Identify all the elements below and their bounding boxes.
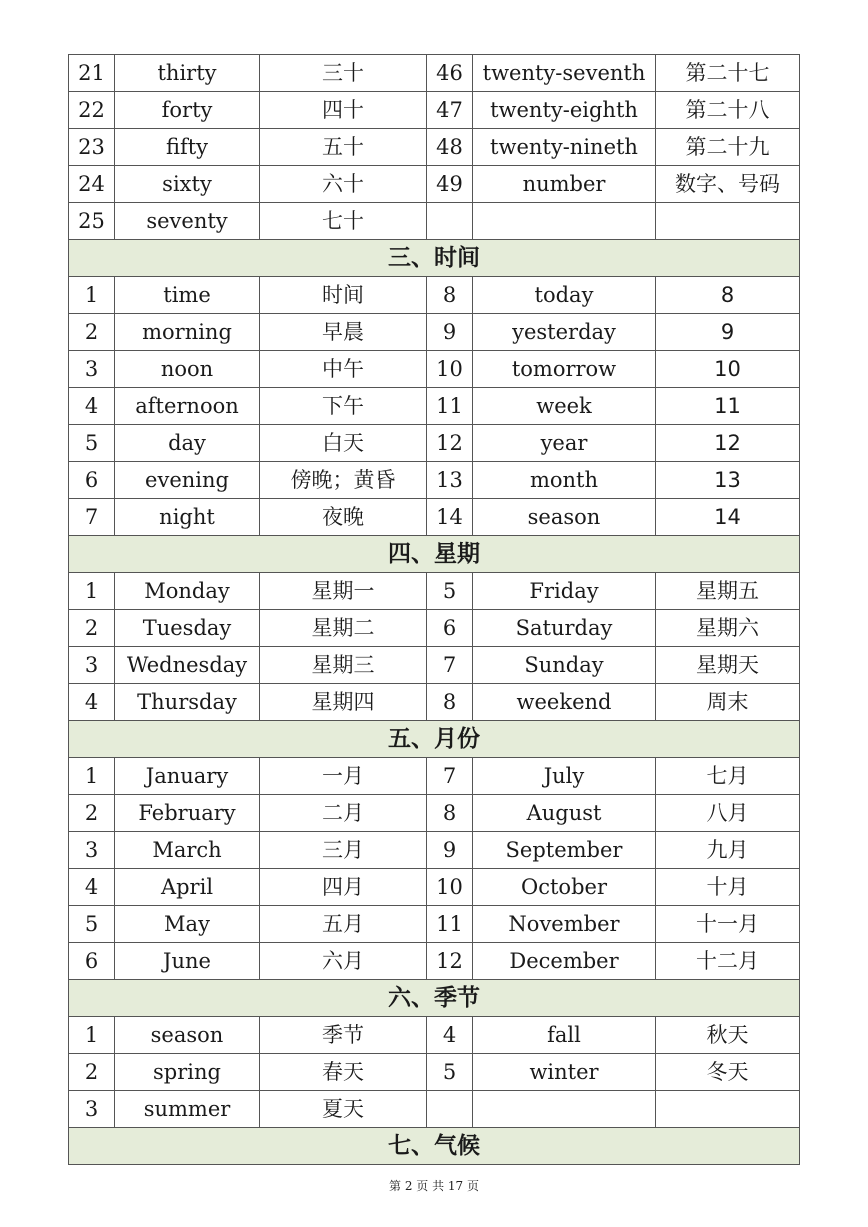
chinese-cell: 四月 (260, 869, 427, 906)
table-row (69, 1091, 800, 1128)
index-cell: 12 (427, 943, 473, 980)
table-row (69, 647, 800, 684)
index-cell: 11 (427, 906, 473, 943)
index-cell: 5 (427, 573, 473, 610)
chinese-cell: 六月 (260, 943, 427, 980)
table-row (69, 277, 800, 314)
english-cell: March (115, 832, 260, 869)
index-cell: 8 (427, 684, 473, 721)
vocabulary-table (68, 54, 800, 1165)
chinese-cell: 冬天 (656, 1054, 800, 1091)
english-cell: thirty (115, 55, 260, 92)
english-cell: Tuesday (115, 610, 260, 647)
index-cell: 24 (69, 166, 115, 203)
chinese-cell: 五十 (260, 129, 427, 166)
table-row (69, 462, 800, 499)
english-cell: January (115, 758, 260, 795)
english-cell (473, 1091, 656, 1128)
chinese-cell: 10 (656, 351, 800, 388)
english-cell: November (473, 906, 656, 943)
table-row (69, 499, 800, 536)
table-row (69, 943, 800, 980)
table-row (69, 684, 800, 721)
english-cell: August (473, 795, 656, 832)
english-cell: winter (473, 1054, 656, 1091)
chinese-cell: 12 (656, 425, 800, 462)
chinese-cell: 14 (656, 499, 800, 536)
english-cell (473, 203, 656, 240)
table-row (69, 55, 800, 92)
index-cell: 8 (427, 277, 473, 314)
chinese-cell: 二月 (260, 795, 427, 832)
index-cell: 11 (427, 388, 473, 425)
index-cell: 2 (69, 314, 115, 351)
chinese-cell: 五月 (260, 906, 427, 943)
table-row (69, 388, 800, 425)
chinese-cell (656, 203, 800, 240)
english-cell: weekend (473, 684, 656, 721)
table-row (69, 795, 800, 832)
chinese-cell: 春天 (260, 1054, 427, 1091)
chinese-cell: 第二十九 (656, 129, 800, 166)
index-cell: 3 (69, 1091, 115, 1128)
index-cell: 10 (427, 869, 473, 906)
english-cell: June (115, 943, 260, 980)
index-cell: 7 (69, 499, 115, 536)
index-cell: 48 (427, 129, 473, 166)
chinese-cell: 第二十七 (656, 55, 800, 92)
section-header-row (69, 240, 800, 277)
table-row (69, 573, 800, 610)
chinese-cell: 数字、号码 (656, 166, 800, 203)
chinese-cell (656, 1091, 800, 1128)
english-cell: year (473, 425, 656, 462)
table-row (69, 314, 800, 351)
index-cell: 21 (69, 55, 115, 92)
english-cell: today (473, 277, 656, 314)
chinese-cell: 九月 (656, 832, 800, 869)
index-cell: 8 (427, 795, 473, 832)
english-cell: tomorrow (473, 351, 656, 388)
chinese-cell: 周末 (656, 684, 800, 721)
chinese-cell: 第二十八 (656, 92, 800, 129)
index-cell: 25 (69, 203, 115, 240)
chinese-cell: 夏天 (260, 1091, 427, 1128)
english-cell: Friday (473, 573, 656, 610)
english-cell: number (473, 166, 656, 203)
index-cell: 6 (427, 610, 473, 647)
english-cell: Monday (115, 573, 260, 610)
chinese-cell: 星期二 (260, 610, 427, 647)
chinese-cell: 星期四 (260, 684, 427, 721)
english-cell: Saturday (473, 610, 656, 647)
chinese-cell: 秋天 (656, 1017, 800, 1054)
chinese-cell: 星期天 (656, 647, 800, 684)
english-cell: twenty-eighth (473, 92, 656, 129)
english-cell: February (115, 795, 260, 832)
index-cell: 5 (69, 425, 115, 462)
english-cell: December (473, 943, 656, 980)
table-row (69, 610, 800, 647)
section-header-row (69, 721, 800, 758)
english-cell: summer (115, 1091, 260, 1128)
english-cell: October (473, 869, 656, 906)
section-title: 四、星期 (69, 536, 800, 573)
index-cell: 6 (69, 943, 115, 980)
section-title: 七、气候 (69, 1128, 800, 1165)
english-cell: evening (115, 462, 260, 499)
table-row (69, 832, 800, 869)
english-cell: afternoon (115, 388, 260, 425)
index-cell: 1 (69, 277, 115, 314)
english-cell: Thursday (115, 684, 260, 721)
chinese-cell: 七月 (656, 758, 800, 795)
index-cell: 4 (69, 869, 115, 906)
index-cell: 23 (69, 129, 115, 166)
chinese-cell: 时间 (260, 277, 427, 314)
english-cell: day (115, 425, 260, 462)
chinese-cell: 三十 (260, 55, 427, 92)
english-cell: May (115, 906, 260, 943)
chinese-cell: 十月 (656, 869, 800, 906)
section-header-row (69, 1128, 800, 1165)
english-cell: season (115, 1017, 260, 1054)
chinese-cell: 中午 (260, 351, 427, 388)
chinese-cell: 夜晚 (260, 499, 427, 536)
english-cell: July (473, 758, 656, 795)
table-row (69, 869, 800, 906)
index-cell: 3 (69, 351, 115, 388)
index-cell: 13 (427, 462, 473, 499)
section-header-row (69, 980, 800, 1017)
index-cell: 9 (427, 832, 473, 869)
index-cell: 2 (69, 610, 115, 647)
index-cell: 6 (69, 462, 115, 499)
table-row (69, 758, 800, 795)
table-row (69, 203, 800, 240)
chinese-cell: 一月 (260, 758, 427, 795)
section-header-row (69, 536, 800, 573)
chinese-cell: 早晨 (260, 314, 427, 351)
table-row (69, 351, 800, 388)
table-row (69, 92, 800, 129)
chinese-cell: 十一月 (656, 906, 800, 943)
chinese-cell: 六十 (260, 166, 427, 203)
section-title: 三、时间 (69, 240, 800, 277)
index-cell: 4 (69, 388, 115, 425)
chinese-cell: 四十 (260, 92, 427, 129)
english-cell: Sunday (473, 647, 656, 684)
english-cell: month (473, 462, 656, 499)
chinese-cell: 星期六 (656, 610, 800, 647)
english-cell: season (473, 499, 656, 536)
index-cell: 7 (427, 647, 473, 684)
english-cell: week (473, 388, 656, 425)
index-cell: 49 (427, 166, 473, 203)
english-cell: spring (115, 1054, 260, 1091)
english-cell: forty (115, 92, 260, 129)
chinese-cell: 八月 (656, 795, 800, 832)
index-cell: 2 (69, 795, 115, 832)
index-cell: 5 (427, 1054, 473, 1091)
english-cell: Wednesday (115, 647, 260, 684)
table-row (69, 906, 800, 943)
chinese-cell: 七十 (260, 203, 427, 240)
index-cell (427, 203, 473, 240)
index-cell: 12 (427, 425, 473, 462)
index-cell: 3 (69, 647, 115, 684)
index-cell: 3 (69, 832, 115, 869)
english-cell: twenty-seventh (473, 55, 656, 92)
table-row (69, 1017, 800, 1054)
english-cell: seventy (115, 203, 260, 240)
english-cell: April (115, 869, 260, 906)
index-cell: 4 (427, 1017, 473, 1054)
english-cell: September (473, 832, 656, 869)
index-cell: 9 (427, 314, 473, 351)
chinese-cell: 9 (656, 314, 800, 351)
table-row (69, 1054, 800, 1091)
english-cell: fifty (115, 129, 260, 166)
index-cell: 1 (69, 758, 115, 795)
chinese-cell: 星期五 (656, 573, 800, 610)
chinese-cell: 13 (656, 462, 800, 499)
index-cell: 7 (427, 758, 473, 795)
chinese-cell: 白天 (260, 425, 427, 462)
english-cell: fall (473, 1017, 656, 1054)
english-cell: night (115, 499, 260, 536)
chinese-cell: 11 (656, 388, 800, 425)
chinese-cell: 傍晚；黄昏 (260, 462, 427, 499)
index-cell: 1 (69, 573, 115, 610)
index-cell: 2 (69, 1054, 115, 1091)
chinese-cell: 三月 (260, 832, 427, 869)
english-cell: sixty (115, 166, 260, 203)
chinese-cell: 8 (656, 277, 800, 314)
table-row (69, 166, 800, 203)
section-title: 六、季节 (69, 980, 800, 1017)
table-row (69, 425, 800, 462)
chinese-cell: 星期一 (260, 573, 427, 610)
index-cell: 14 (427, 499, 473, 536)
english-cell: time (115, 277, 260, 314)
index-cell: 47 (427, 92, 473, 129)
index-cell: 10 (427, 351, 473, 388)
chinese-cell: 十二月 (656, 943, 800, 980)
english-cell: morning (115, 314, 260, 351)
index-cell: 5 (69, 906, 115, 943)
chinese-cell: 下午 (260, 388, 427, 425)
index-cell: 22 (69, 92, 115, 129)
index-cell: 4 (69, 684, 115, 721)
english-cell: noon (115, 351, 260, 388)
chinese-cell: 季节 (260, 1017, 427, 1054)
table-row (69, 129, 800, 166)
index-cell: 1 (69, 1017, 115, 1054)
index-cell (427, 1091, 473, 1128)
page-footer: 第 2 页 共 17 页 (389, 1179, 479, 1193)
section-title: 五、月份 (69, 721, 800, 758)
chinese-cell: 星期三 (260, 647, 427, 684)
english-cell: twenty-nineth (473, 129, 656, 166)
english-cell: yesterday (473, 314, 656, 351)
index-cell: 46 (427, 55, 473, 92)
